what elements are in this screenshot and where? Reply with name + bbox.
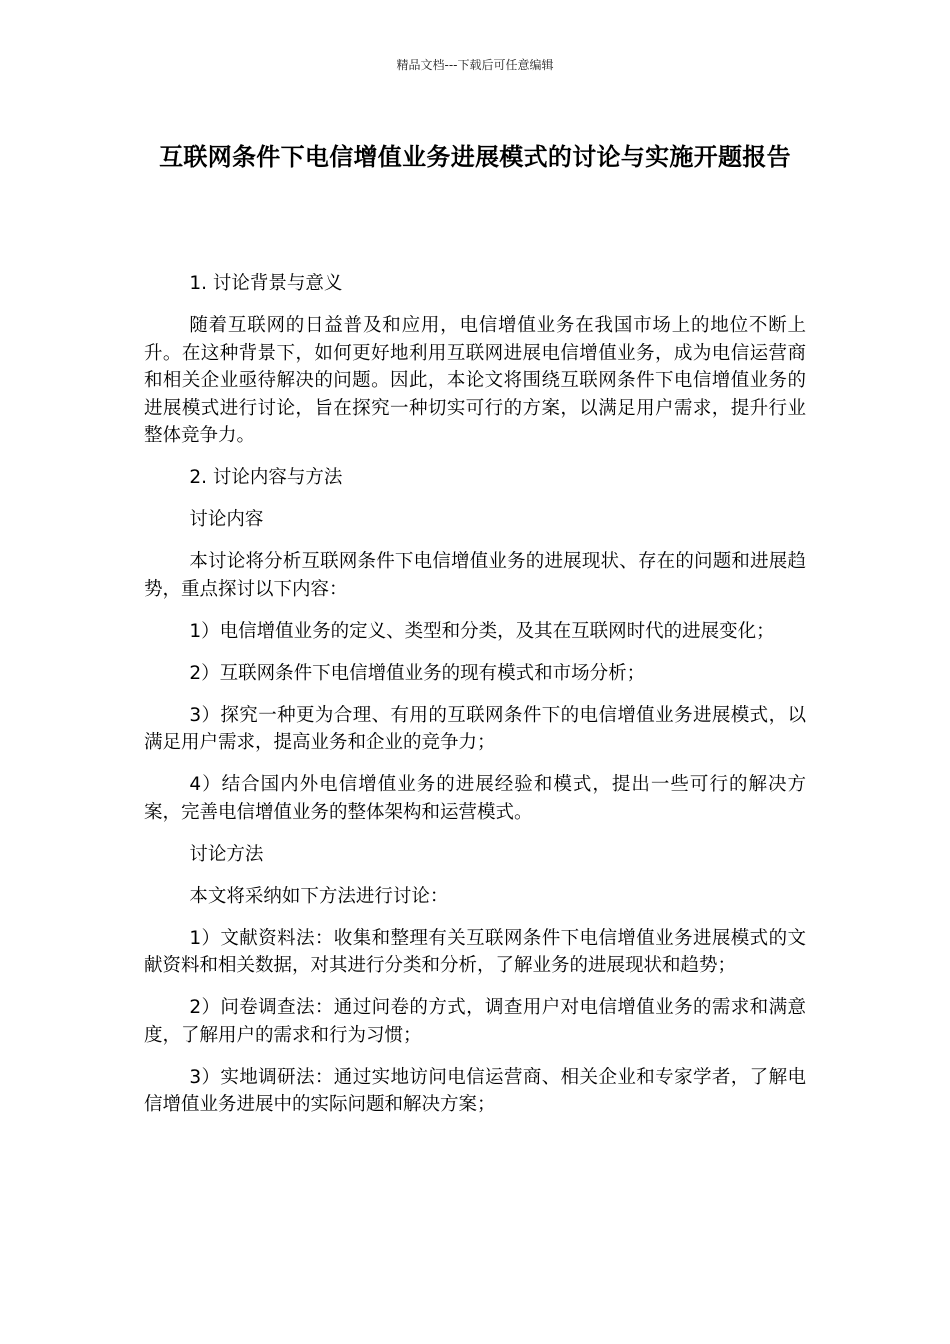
paragraph-method-intro: 本文将采纳如下方法进行讨论： xyxy=(189,885,449,907)
document-title: 互联网条件下电信增值业务进展模式的讨论与实施开题报告 xyxy=(159,143,791,171)
page-header-note: 精品文档---下载后可任意编辑 xyxy=(396,58,554,72)
list-item-content-2: 2）互联网条件下电信增值业务的现有模式和市场分析； xyxy=(189,662,646,684)
list-item-method-3: 3）实地调研法：通过实地访问电信运营商、相关企业和专家学者，了解电信增值业务进展中的实际问题和解决方案； xyxy=(144,1066,806,1115)
list-item-method-1: 1）文献资料法：收集和整理有关互联网条件下电信增值业务进展模式的文献资料和相关数据，对其进行分类和分析，了解业务的进展现状和趋势； xyxy=(144,927,806,976)
subheading-method: 讨论方法 xyxy=(189,843,264,865)
paragraph-background: 随着互联网的日益普及和应用，电信增值业务在我国市场上的地位不断上升。在这种背景下，如何更好地利用互联网进展电信增值业务，成为电信运营商和相关企业亟待解决的问题。因此，本论文将围绕互联网条件下电信增值业务的进展模式进行讨论，旨在探究一种切实可行的方案，以满足用户需求，提升行业整体竞争力。 xyxy=(144,315,806,446)
list-item-content-3: 3）探究一种更为合理、有用的互联网条件下的电信增值业务进展模式，以满足用户需求，提高业务和企业的竞争力； xyxy=(144,704,806,753)
paragraph-content-intro: 本讨论将分析互联网条件下电信增值业务的进展现状、存在的问题和进展趋势，重点探讨以下内容： xyxy=(144,551,806,600)
document-body xyxy=(144,270,806,1133)
list-item-content-4: 4）结合国内外电信增值业务的进展经验和模式，提出一些可行的解决方案，完善电信增值业务的整体架构和运营模式。 xyxy=(144,774,806,823)
list-item-method-2: 2）问卷调查法：通过问卷的方式，调查用户对电信增值业务的需求和满意度，了解用户的需求和行为习惯； xyxy=(144,997,806,1046)
section-heading-content-method: 2. 讨论内容与方法 xyxy=(189,467,343,488)
section-heading-background: 1. 讨论背景与意义 xyxy=(189,273,343,294)
list-item-content-1: 1）电信增值业务的定义、类型和分类，及其在互联网时代的进展变化； xyxy=(189,620,775,642)
subheading-content: 讨论内容 xyxy=(189,509,264,530)
